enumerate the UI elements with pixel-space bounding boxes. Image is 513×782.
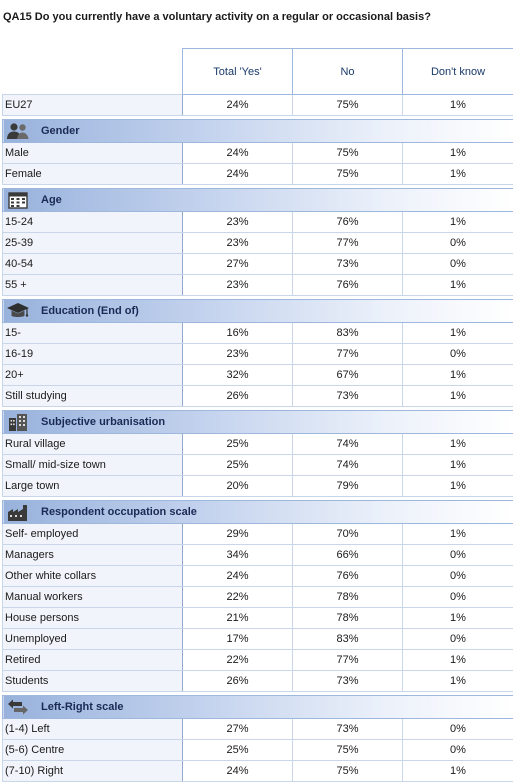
group-label: Education (End of) xyxy=(41,305,139,317)
row-label: Male xyxy=(3,143,183,164)
cell-dont-know: 1% xyxy=(403,143,513,164)
row-label: Rural village xyxy=(3,434,183,455)
table-row xyxy=(3,719,513,740)
cell-no: 83% xyxy=(293,323,403,344)
results-table xyxy=(2,48,513,782)
cell-no: 83% xyxy=(293,629,403,650)
cell-no: 74% xyxy=(293,434,403,455)
table-row xyxy=(3,275,513,296)
table-row xyxy=(3,740,513,761)
question-title: QA15 Do you currently have a voluntary activity on a regular or occasional basis? xyxy=(3,11,431,23)
table-row xyxy=(3,671,513,692)
column-header-dont-know: Don't know xyxy=(403,49,513,95)
cell-no: 75% xyxy=(293,143,403,164)
group-label: Gender xyxy=(41,125,80,137)
row-label: Large town xyxy=(3,476,183,497)
cell-dont-know: 1% xyxy=(403,608,513,629)
left-right-arrows-icon xyxy=(3,696,33,718)
group-label: Left-Right scale xyxy=(41,701,124,713)
cell-total-yes: 26% xyxy=(183,671,293,692)
group-header-education-end-of xyxy=(3,300,513,323)
row-label: Manual workers xyxy=(3,587,183,608)
cell-no: 79% xyxy=(293,476,403,497)
cell-dont-know: 0% xyxy=(403,254,513,275)
cell-total-yes: 27% xyxy=(183,719,293,740)
row-label: EU27 xyxy=(3,95,183,116)
cell-dont-know: 0% xyxy=(403,233,513,254)
row-label: Unemployed xyxy=(3,629,183,650)
cell-total-yes: 24% xyxy=(183,143,293,164)
cell-no: 76% xyxy=(293,275,403,296)
row-label: 16-19 xyxy=(3,344,183,365)
group-header-gender xyxy=(3,120,513,143)
row-label: (7-10) Right xyxy=(3,761,183,782)
row-label: Self- employed xyxy=(3,524,183,545)
group-header-respondent-occupation-scale xyxy=(3,501,513,524)
row-label: 15- xyxy=(3,323,183,344)
header-row xyxy=(3,49,513,95)
cell-dont-know: 0% xyxy=(403,629,513,650)
row-label: Still studying xyxy=(3,386,183,407)
cell-dont-know: 1% xyxy=(403,365,513,386)
cell-dont-know: 1% xyxy=(403,275,513,296)
people-icon xyxy=(3,120,33,142)
cell-dont-know: 0% xyxy=(403,587,513,608)
table-row xyxy=(3,566,513,587)
header-corner xyxy=(3,49,183,95)
row-label: 55 + xyxy=(3,275,183,296)
cell-dont-know: 1% xyxy=(403,164,513,185)
cell-no: 77% xyxy=(293,344,403,365)
cell-no: 77% xyxy=(293,233,403,254)
row-label: Retired xyxy=(3,650,183,671)
cell-no: 70% xyxy=(293,524,403,545)
group-label: Subjective urbanisation xyxy=(41,416,166,428)
table-row xyxy=(3,650,513,671)
table-row xyxy=(3,608,513,629)
group-header-cell xyxy=(3,189,513,212)
cell-dont-know: 1% xyxy=(403,761,513,782)
row-label: Other white collars xyxy=(3,566,183,587)
table-row xyxy=(3,455,513,476)
group-header-age xyxy=(3,189,513,212)
cell-no: 67% xyxy=(293,365,403,386)
group-header-cell xyxy=(3,696,513,719)
row-label: 40-54 xyxy=(3,254,183,275)
cell-total-yes: 32% xyxy=(183,365,293,386)
row-label: 15-24 xyxy=(3,212,183,233)
cell-no: 73% xyxy=(293,254,403,275)
cell-total-yes: 25% xyxy=(183,434,293,455)
table-row xyxy=(3,761,513,782)
cell-total-yes: 25% xyxy=(183,740,293,761)
cell-total-yes: 21% xyxy=(183,608,293,629)
cell-dont-know: 1% xyxy=(403,671,513,692)
row-label: Female xyxy=(3,164,183,185)
table-row xyxy=(3,164,513,185)
cell-total-yes: 23% xyxy=(183,344,293,365)
row-label: 25-39 xyxy=(3,233,183,254)
cell-total-yes: 22% xyxy=(183,587,293,608)
cell-total-yes: 17% xyxy=(183,629,293,650)
cell-dont-know: 1% xyxy=(403,386,513,407)
cell-total-yes: 24% xyxy=(183,761,293,782)
cell-total-yes: 24% xyxy=(183,95,293,116)
cell-total-yes: 26% xyxy=(183,386,293,407)
cell-dont-know: 0% xyxy=(403,719,513,740)
cell-no: 74% xyxy=(293,455,403,476)
row-label: Students xyxy=(3,671,183,692)
calendar-icon xyxy=(3,189,33,211)
cell-no: 75% xyxy=(293,740,403,761)
group-header-cell xyxy=(3,120,513,143)
cell-total-yes: 23% xyxy=(183,233,293,254)
table-row xyxy=(3,629,513,650)
cell-no: 75% xyxy=(293,95,403,116)
group-header-cell xyxy=(3,411,513,434)
cell-total-yes: 22% xyxy=(183,650,293,671)
cell-no: 76% xyxy=(293,566,403,587)
cell-dont-know: 1% xyxy=(403,95,513,116)
cell-dont-know: 1% xyxy=(403,650,513,671)
table-row xyxy=(3,434,513,455)
cell-no: 78% xyxy=(293,587,403,608)
cell-no: 78% xyxy=(293,608,403,629)
cell-no: 77% xyxy=(293,650,403,671)
cell-no: 73% xyxy=(293,719,403,740)
table-row xyxy=(3,545,513,566)
group-header-cell xyxy=(3,501,513,524)
cell-dont-know: 0% xyxy=(403,545,513,566)
row-label: (5-6) Centre xyxy=(3,740,183,761)
cell-no: 73% xyxy=(293,671,403,692)
table-row xyxy=(3,524,513,545)
cell-dont-know: 1% xyxy=(403,212,513,233)
eu27-row xyxy=(3,95,513,116)
cell-total-yes: 23% xyxy=(183,212,293,233)
cell-total-yes: 23% xyxy=(183,275,293,296)
cell-total-yes: 24% xyxy=(183,164,293,185)
cell-no: 75% xyxy=(293,164,403,185)
table-row xyxy=(3,386,513,407)
cell-dont-know: 0% xyxy=(403,740,513,761)
table-row xyxy=(3,344,513,365)
table-row xyxy=(3,233,513,254)
cell-total-yes: 34% xyxy=(183,545,293,566)
cell-dont-know: 1% xyxy=(403,524,513,545)
column-header-no: No xyxy=(293,49,403,95)
graduation-cap-icon xyxy=(3,300,33,322)
table-row xyxy=(3,143,513,164)
table-row xyxy=(3,365,513,386)
row-label: 20+ xyxy=(3,365,183,386)
cell-total-yes: 29% xyxy=(183,524,293,545)
cell-dont-know: 0% xyxy=(403,344,513,365)
group-label: Respondent occupation scale xyxy=(41,506,197,518)
cell-dont-know: 1% xyxy=(403,323,513,344)
row-label: Small/ mid-size town xyxy=(3,455,183,476)
buildings-icon xyxy=(3,411,33,433)
row-label: Managers xyxy=(3,545,183,566)
cell-no: 73% xyxy=(293,386,403,407)
cell-no: 75% xyxy=(293,761,403,782)
table-row xyxy=(3,254,513,275)
row-label: (1-4) Left xyxy=(3,719,183,740)
column-header-total-yes: Total 'Yes' xyxy=(183,49,293,95)
cell-dont-know: 1% xyxy=(403,455,513,476)
cell-total-yes: 20% xyxy=(183,476,293,497)
cell-no: 76% xyxy=(293,212,403,233)
group-header-left-right-scale xyxy=(3,696,513,719)
cell-dont-know: 1% xyxy=(403,434,513,455)
group-header-cell xyxy=(3,300,513,323)
cell-no: 66% xyxy=(293,545,403,566)
factory-icon xyxy=(3,501,33,523)
table-row xyxy=(3,323,513,344)
group-label: Age xyxy=(41,194,62,206)
cell-total-yes: 25% xyxy=(183,455,293,476)
cell-total-yes: 16% xyxy=(183,323,293,344)
cell-total-yes: 24% xyxy=(183,566,293,587)
cell-total-yes: 27% xyxy=(183,254,293,275)
group-header-subjective-urbanisation xyxy=(3,411,513,434)
row-label: House persons xyxy=(3,608,183,629)
cell-dont-know: 1% xyxy=(403,476,513,497)
cell-dont-know: 0% xyxy=(403,566,513,587)
table-row xyxy=(3,587,513,608)
table-row xyxy=(3,476,513,497)
table-row xyxy=(3,212,513,233)
